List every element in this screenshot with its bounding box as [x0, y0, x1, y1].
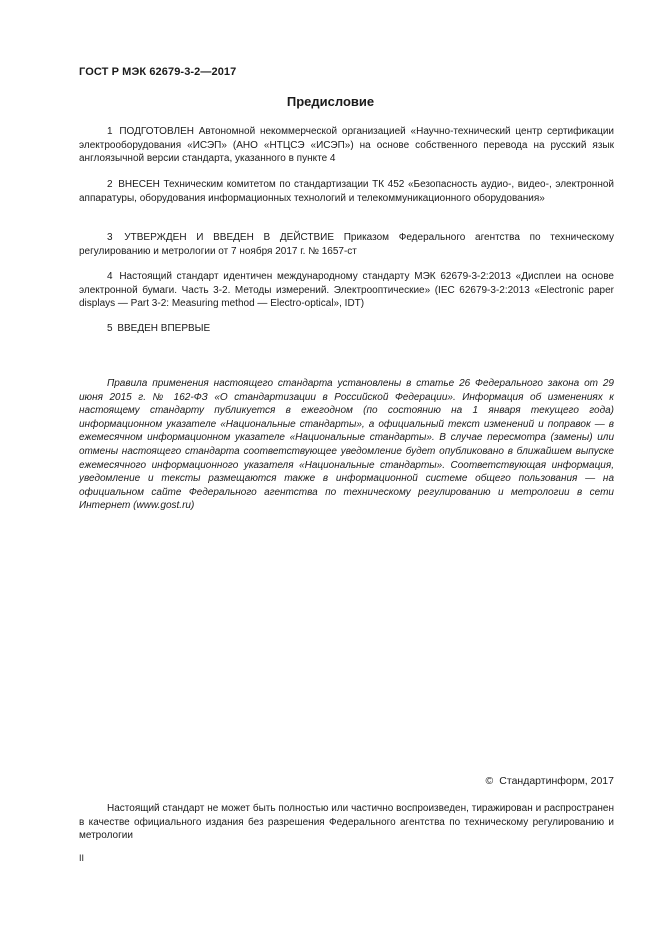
- item-text: ВНЕСЕН Техническим комитетом по стандартизации ТК 452 «Безопасность аудио-, видео-, электронной аппаратуры, оборудования информационных технологий и телекоммуникационного оборудования»: [79, 179, 614, 204]
- item-number: 5: [107, 323, 113, 334]
- item-number: 1: [107, 126, 113, 137]
- preface-item-2: [79, 178, 614, 205]
- item-number: 2: [107, 179, 113, 190]
- document-code: ГОСТ Р МЭК 62679-3-2—2017: [79, 66, 237, 78]
- copyright-icon: ©: [485, 775, 494, 787]
- preface-item-4: [79, 270, 614, 311]
- item-number: 3: [107, 232, 113, 243]
- page-title: Предисловие: [286, 94, 375, 109]
- item-number: 4: [107, 271, 113, 282]
- item-text: ПОДГОТОВЛЕН Автономной некоммерческой организацией «Научно-технический центр сертификации электрооборудования «ИСЭП» (АНО «НТЦСЭ «ИСЭП») на основе собственного перевода на русский язык англоязычной версии стандарта, указанного в пункте 4: [79, 126, 614, 164]
- item-text: Настоящий стандарт идентичен международному стандарту МЭК 62679-3-2:2013 «Дисплеи на основе электронной бумаги. Часть 3-2. Методы измерений. Электрооптические» (IEC 62679-3-2:2013 «Electronic paper displays — Part 3-2: Measuring method — Electro-optical», IDT): [79, 271, 614, 309]
- preface-item-1: [79, 125, 614, 166]
- preface-item-3: [79, 231, 614, 258]
- copyright-text: Стандартинформ, 2017: [499, 775, 614, 787]
- application-rules-notice: Правила применения настоящего стандарта установлены в статье 26 Федерального закона от 29 июня 2015 г. № 162-ФЗ «О стандартизации в Российской Федерации». Информация об изменениях к настоящему стандарту публикуется в ежегодном (по состоянию на 1 января текущего года) информационном указателе «Национальные стандарты», а официальный текст изменений и поправок — в ежемесячном информационном указателе «Национальные стандарты». В случае пересмотра (замены) или отмены настоящего стандарта соответствующее уведомление будет опубликовано в ближайшем выпуске ежемесячного информационного указателя «Национальные стандарты». Соответствующая информация, уведомление и тексты размещаются также в информационной системе общего пользования — на официальном сайте Федерального агентства по техническому регулированию и метрологии в сети Интернет (www.gost.ru): [79, 378, 614, 512]
- reproduction-notice: Настоящий стандарт не может быть полностью или частично воспроизведен, тиражирован и распространен в качестве официального издания без разрешения Федерального агентства по техническому регулированию и метрологии: [79, 803, 614, 841]
- item-text: УТВЕРЖДЕН И ВВЕДЕН В ДЕЙСТВИЕ Приказом Федерального агентства по техническому регулированию и метрологии от 7 ноября 2017 г. № 1657-ст: [79, 232, 615, 257]
- copyright: [486, 775, 614, 787]
- item-text: ВВЕДЕН ВПЕРВЫЕ: [117, 323, 211, 334]
- page-number: II: [79, 853, 85, 863]
- preface-item-5: [79, 322, 614, 336]
